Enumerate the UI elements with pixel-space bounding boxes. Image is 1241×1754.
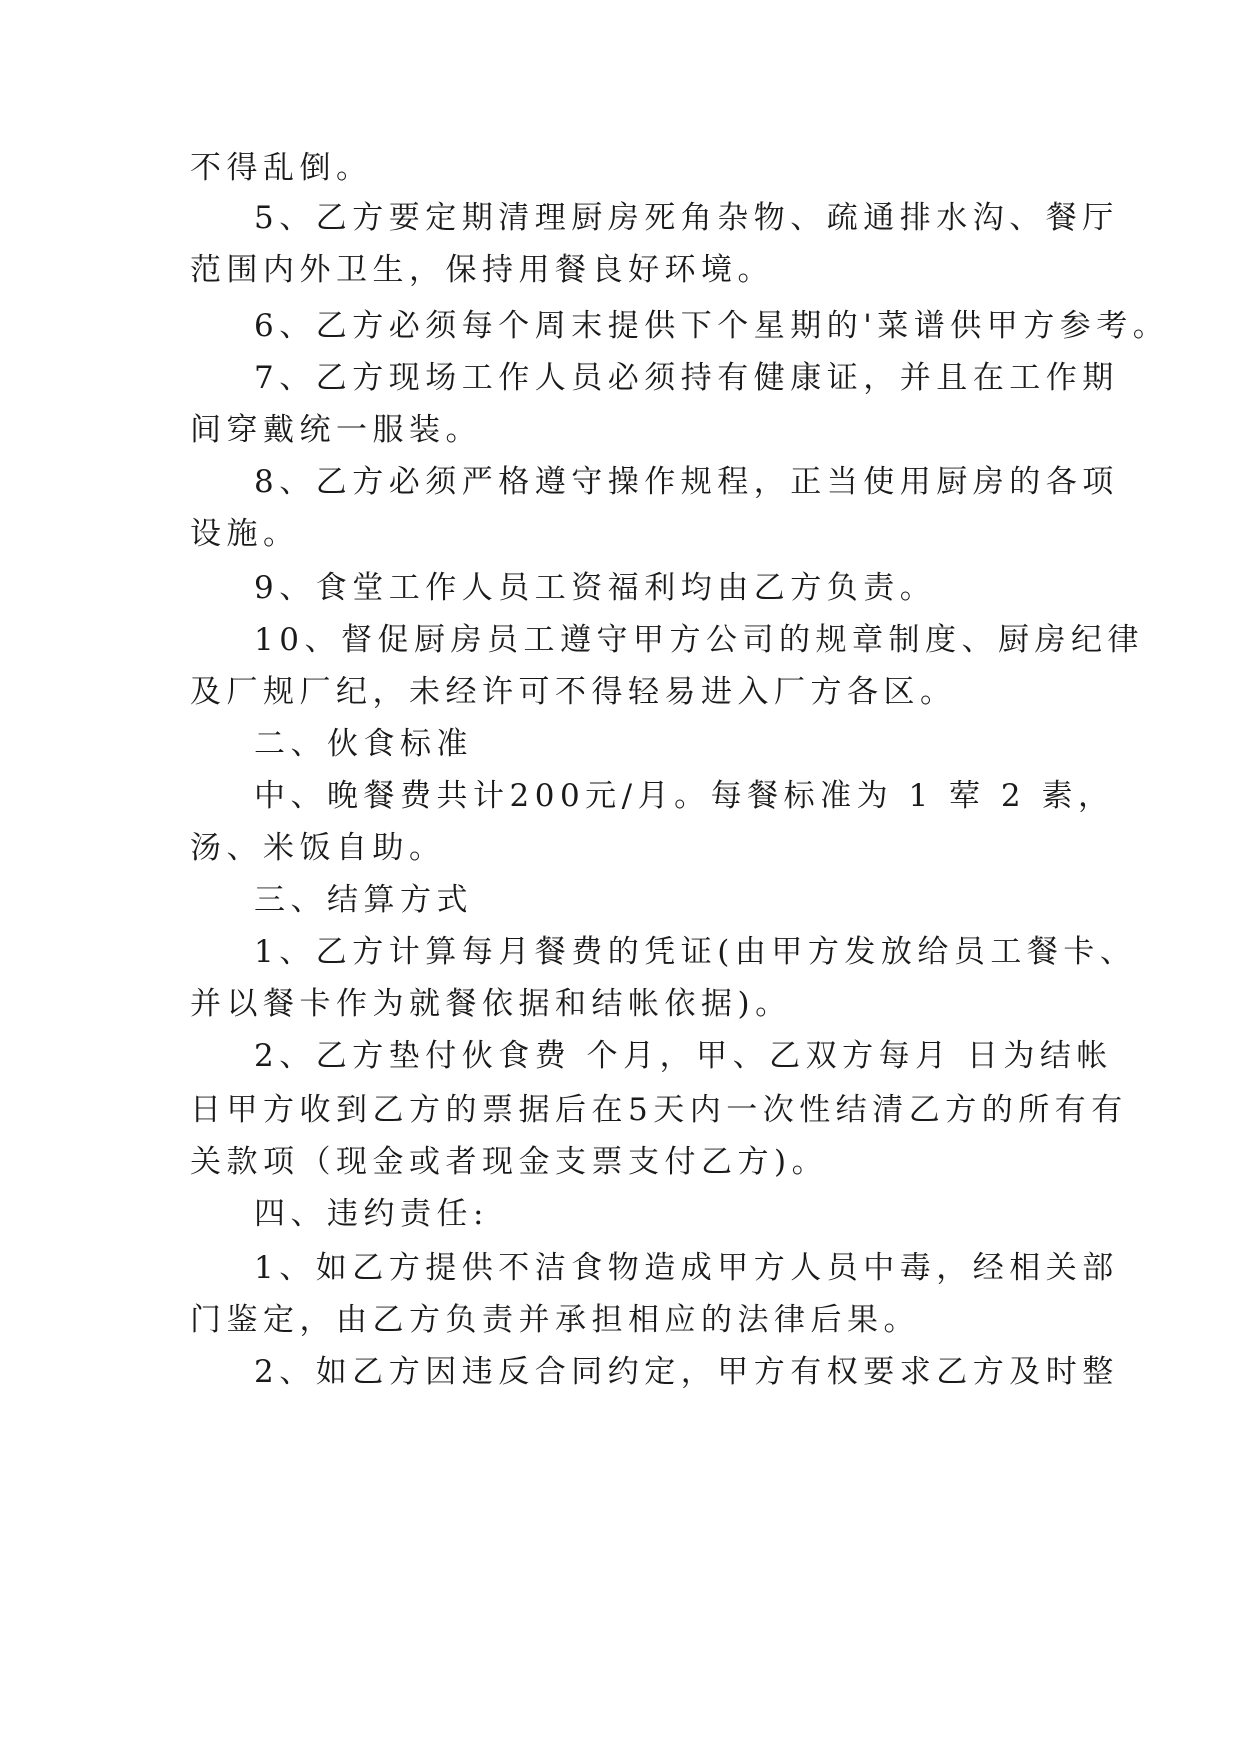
text-line: 7、乙方现场工作人员必须持有健康证，并且在工作期 (254, 360, 1119, 396)
text-line: 6、乙方必须每个周末提供下个星期的'菜谱供甲方参考。 (254, 308, 1170, 344)
text-line: 及厂规厂纪，未经许可不得轻易进入厂方各区。 (190, 674, 957, 710)
text-line: 门鉴定，由乙方负责并承担相应的法律后果。 (190, 1302, 920, 1338)
section-heading: 二、伙食标准 (254, 726, 473, 762)
text-line: 并以餐卡作为就餐依据和结帐依据)。 (190, 986, 792, 1022)
text-line: 中、晚餐费共计200元/月。每餐标准为 1 荤 2 素， (254, 778, 1115, 814)
text-line: 1、乙方计算每月餐费的凭证(由甲方发放给员工餐卡、 (254, 934, 1137, 970)
text-line: 不得乱倒。 (190, 150, 373, 186)
text-line: 9、食堂工作人员工资福利均由乙方负责。 (254, 570, 937, 606)
text-line: 10、督促厨房员工遵守甲方公司的规章制度、厨房纪律 (254, 622, 1144, 658)
section-heading: 四、违约责任: (254, 1196, 489, 1232)
text-line: 间穿戴统一服装。 (190, 412, 482, 448)
text-line: 2、乙方垫付伙食费 个月，甲、乙双方每月 日为结帐 (254, 1038, 1113, 1074)
text-line: 汤、米饭自助。 (190, 830, 446, 866)
text-line: 8、乙方必须严格遵守操作规程，正当使用厨房的各项 (254, 464, 1119, 500)
text-line: 范围内外卫生，保持用餐良好环境。 (190, 252, 774, 288)
text-line: 1、如乙方提供不洁食物造成甲方人员中毒，经相关部 (254, 1250, 1119, 1286)
text-line: 日甲方收到乙方的票据后在5天内一次性结清乙方的所有有 (190, 1092, 1128, 1128)
text-line: 关款项（现金或者现金支票支付乙方)。 (190, 1144, 829, 1180)
text-line: 5、乙方要定期清理厨房死角杂物、疏通排水沟、餐厅 (254, 200, 1119, 236)
text-line: 设施。 (190, 516, 300, 552)
text-line: 2、如乙方因违反合同约定，甲方有权要求乙方及时整 (254, 1354, 1119, 1390)
section-heading: 三、结算方式 (254, 882, 473, 918)
